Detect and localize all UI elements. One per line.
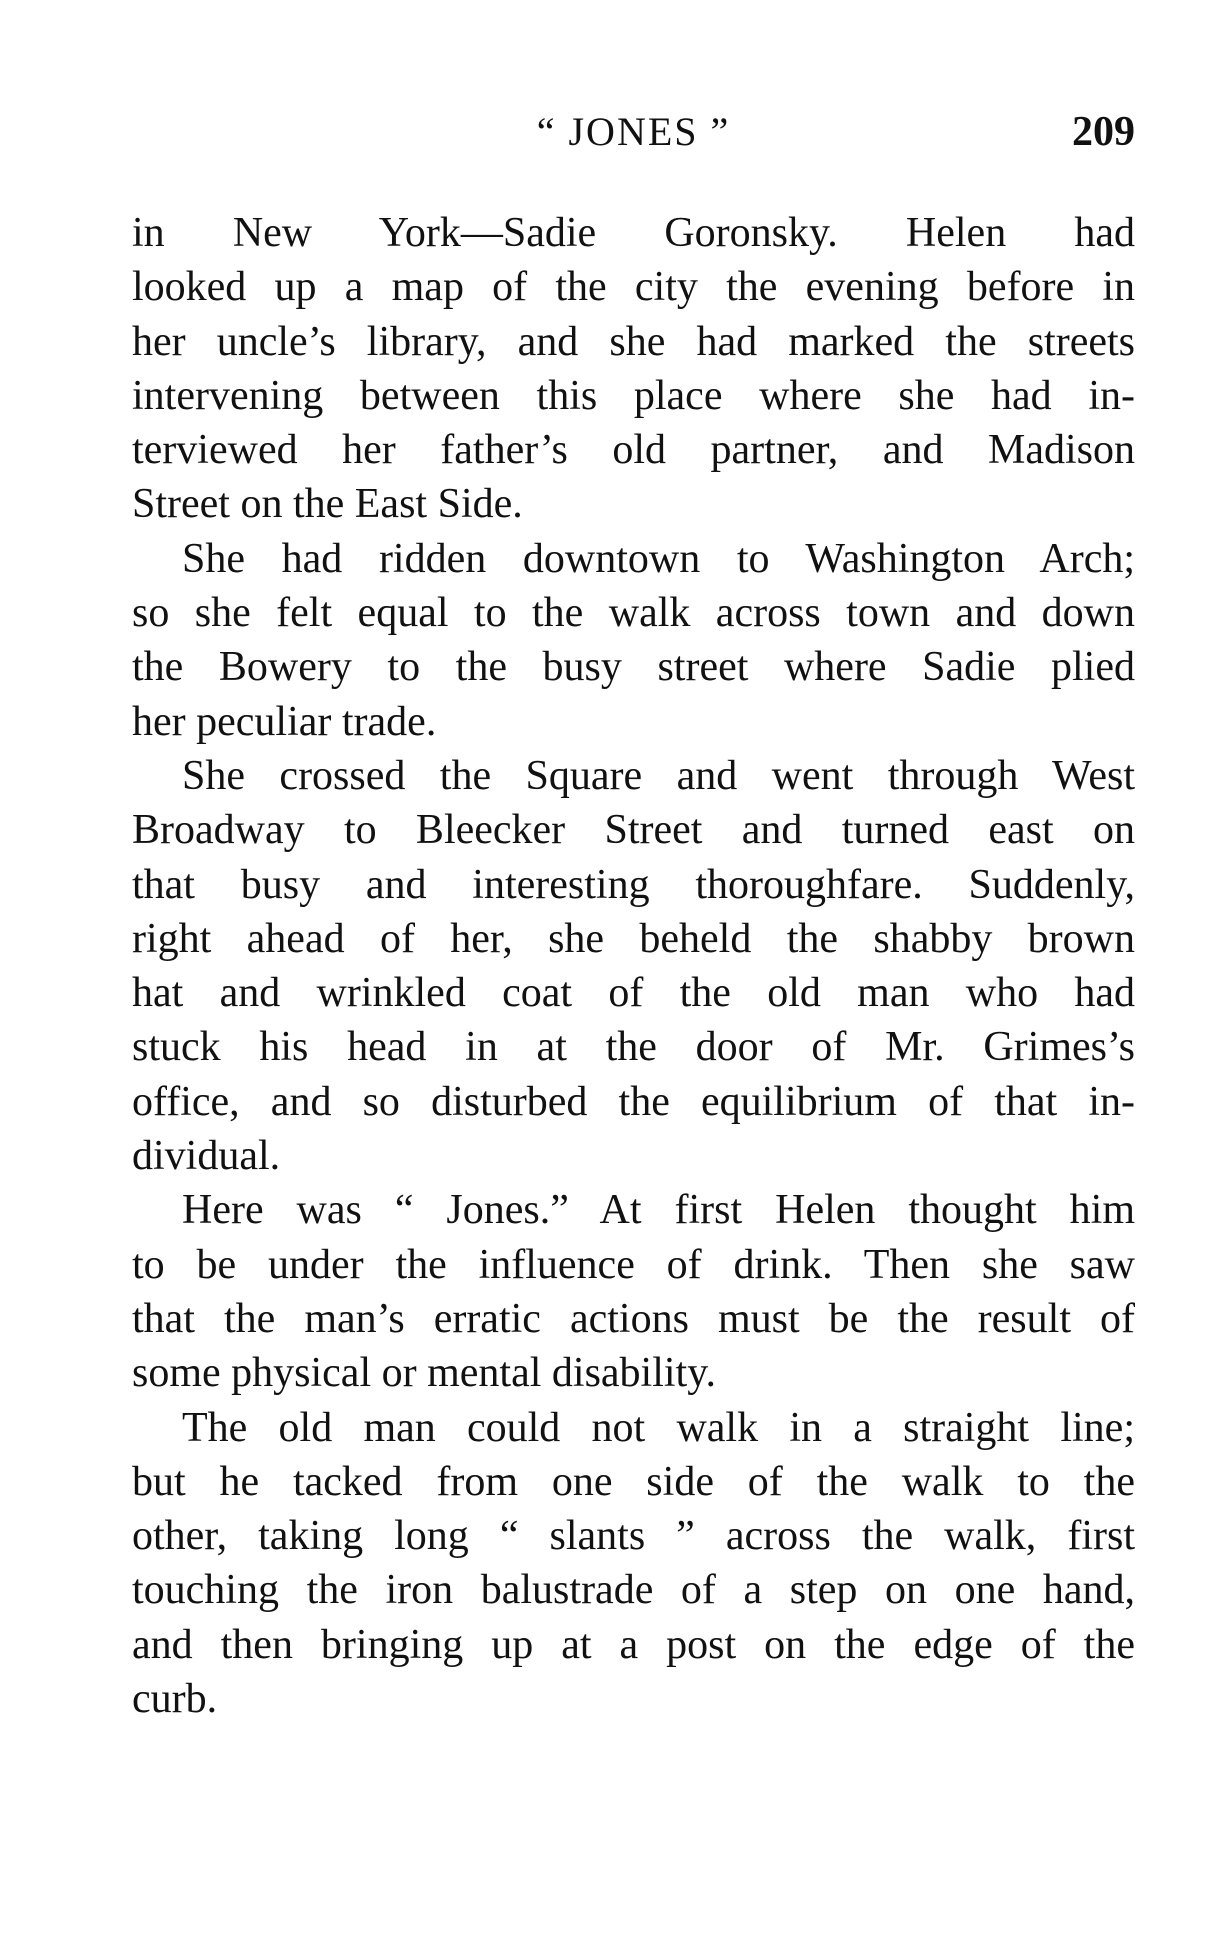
text-line: some physical or mental disability. [132,1350,717,1397]
paragraph-2 [132,532,1135,749]
text-line: but he tacked from one side of the walk to the [132,1458,1135,1505]
text-line: dividual. [132,1133,281,1180]
paragraph-1 [132,206,1135,532]
text-line: looked up a map of the city the evening before in [132,264,1135,311]
text-line: office, and so disturbed the equilibrium of that in- [132,1078,1135,1125]
running-title: “ JONES ” [536,109,731,154]
text-line: Broadway to Bleecker Street and turned east on [132,807,1135,854]
text-line: her peculiar trade. [132,698,437,745]
paragraph-4 [132,1183,1135,1400]
body-text [132,206,1135,1726]
text-line: in New York—Sadie Goronsky. Helen had [132,210,1135,256]
text-line: intervening between this place where she had in- [132,372,1135,419]
text-line: right ahead of her, she beheld the shabby brown [132,915,1135,962]
paragraph-5 [132,1401,1135,1727]
text-line: She crossed the Square and went through West [182,752,1135,799]
text-line: the Bowery to the busy street where Sadie plied [132,644,1135,691]
text-line: touching the iron balustrade of a step on one hand, [132,1567,1135,1614]
paragraph-3 [132,749,1135,1183]
text-line: She had ridden downtown to Washington Arch; [182,535,1135,582]
text-line: so she felt equal to the walk across town and down [132,590,1135,637]
text-line: The old man could not walk in a straight line; [182,1404,1135,1451]
text-line: and then bringing up at a post on the edge of the [132,1621,1135,1668]
text-line: terviewed her father’s old partner, and Madison [132,427,1135,474]
text-line: stuck his head in at the door of Mr. Grimes’s [132,1024,1135,1071]
text-line: curb. [132,1676,218,1723]
text-line: that the man’s erratic actions must be the result of [132,1295,1135,1342]
text-line: other, taking long “ slants ” across the walk, first [132,1513,1135,1560]
text-line: her uncle’s library, and she had marked the streets [132,318,1135,365]
text-line: Here was “ Jones.” At first Helen thought him [182,1187,1135,1234]
text-line: Street on the East Side. [132,481,523,528]
text-line: that busy and interesting thoroughfare. Suddenly, [132,861,1135,908]
page-number: 209 [1072,109,1135,155]
text-line: hat and wrinkled coat of the old man who had [132,970,1135,1017]
running-head [132,104,1135,160]
text-line: to be under the influence of drink. Then she saw [132,1241,1135,1288]
